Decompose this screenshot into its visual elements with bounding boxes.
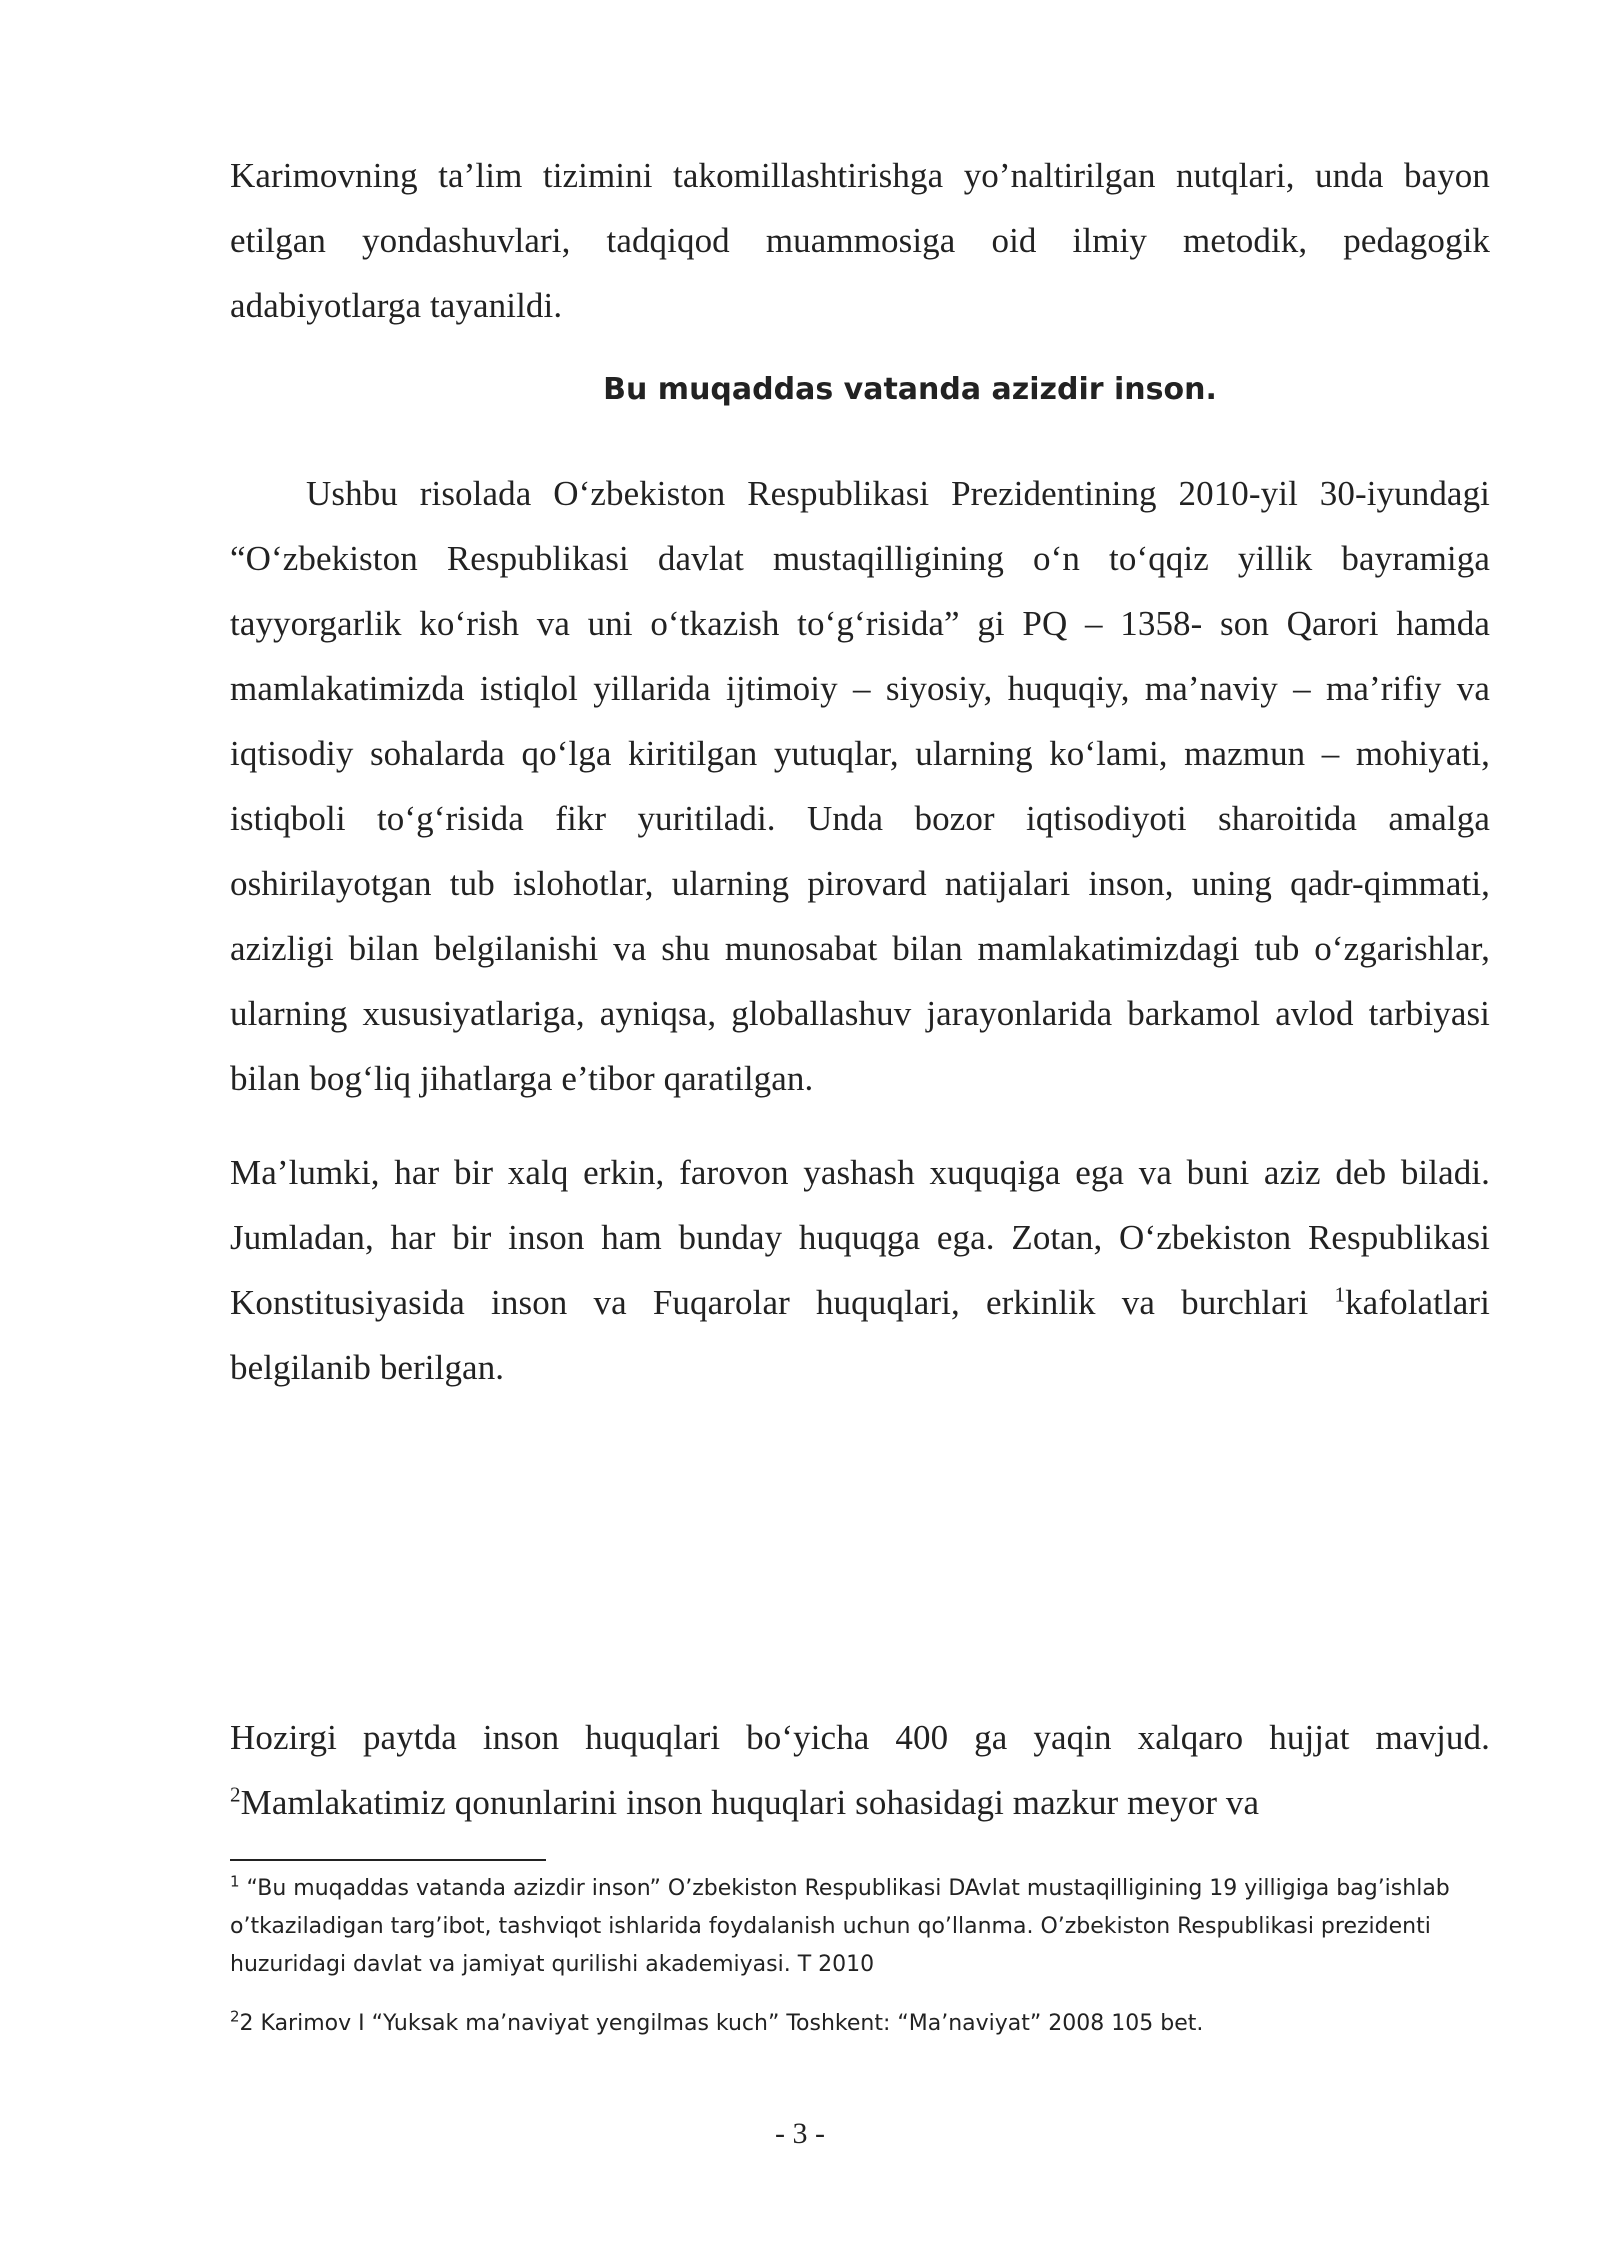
footnote-2 xyxy=(230,2005,1490,2043)
paragraph-text: Ma’lumki, har bir xalq erkin, farovon yashash xuquqiga ega va buni aziz deb biladi. Jumladan, har bir inson ham bunday huquqga ega. Zotan, O‘zbekiston Respublikasi Konstitusiyasida inson va Fuqarolar huquqlari, erkinlik va burchlari xyxy=(230,1153,1490,1322)
body-paragraph-ushbu: Ushbu risolada O‘zbekiston Respublikasi Prezidentining 2010-yil 30-iyundagi “O‘zbekiston Respublikasi davlat mustaqilligining o‘n to‘qqiz yillik bayramiga tayyorgarlik ko‘rish va uni o‘tkazish to‘g‘risida” gi PQ – 1358- son Qarori hamda mamlakatimizda istiqlol yillarida ijtimoiy – siyosiy, huquqiy, ma’naviy – ma’rifiy va iqtisodiy sohalarda qo‘lga kiritilgan yutuqlar, ularning ko‘lami, mazmun – mohiyati, istiqboli to‘g‘risida fikr yuritiladi. Unda bozor iqtisodiyoti sharoitida amalga oshirilayotgan tub islohotlar, ularning pirovard natijalari inson, uning qadr-qimmati, azizligi bilan belgilanishi va shu munosabat bilan mamlakatimizdagi tub o‘zgarishlar, ularning xususiyatlariga, ayniqsa, globallashuv jarayonlarida barkamol avlod tarbiyasi bilan bog‘liq jihatlarga e’tibor qaratilgan. xyxy=(230,474,1490,1098)
paragraph-text-tail: Mamlakatimiz qonunlarini inson huquqlari sohasidagi mazkur meyor va xyxy=(240,1783,1260,1822)
paragraph-text: Hozirgi paytda inson huquqlari bo‘yicha 400 ga yaqin xalqaro hujjat mavjud. xyxy=(230,1718,1490,1757)
footnote-marker: 2 xyxy=(230,2007,240,2026)
footnote-marker: 1 xyxy=(230,1872,240,1891)
footnote-text: 2 Karimov I “Yuksak ma’naviyat yengilmas kuch” Toshkent: “Ma’naviyat” 2008 105 bet. xyxy=(239,2011,1204,2036)
page-number: - 3 - xyxy=(775,2117,825,2150)
footnote-reference-2[interactable]: 2 xyxy=(230,1782,241,1807)
footnote-1 xyxy=(230,1870,1490,1984)
section-heading: Bu muqaddas vatanda azizdir inson. xyxy=(603,372,1217,407)
intro-paragraph: Karimovning ta’lim tizimini takomillashtirishga yo’naltirilgan nutqlari, unda bayon etilgan yondashuvlari, tadqiqod muammosiga oid ilmiy metodik, pedagogik adabiyotlarga tayanildi. xyxy=(230,156,1490,325)
body-paragraph-hozirgi xyxy=(230,1705,1490,1835)
footnote-separator xyxy=(230,1859,546,1861)
paragraph-text-tail: kafolatlari belgilanib berilgan. xyxy=(230,1283,1490,1387)
footnote-text: “Bu muqaddas vatanda azizdir inson” O’zbekiston Respublikasi DAvlat mustaqilligining 19 yilligiga bag’ishlab o’tkaziladigan targ’ibot, tashviqot ishlarida foydalanish uchun qo’llanma. O’zbekiston Respublikasi prezidenti huzuridagi davlat va jamiyat qurilishi akademiyasi. T 2010 xyxy=(230,1876,1450,1977)
body-paragraph-malumki xyxy=(230,1140,1490,1400)
footnote-reference-1[interactable]: 1 xyxy=(1334,1282,1346,1307)
